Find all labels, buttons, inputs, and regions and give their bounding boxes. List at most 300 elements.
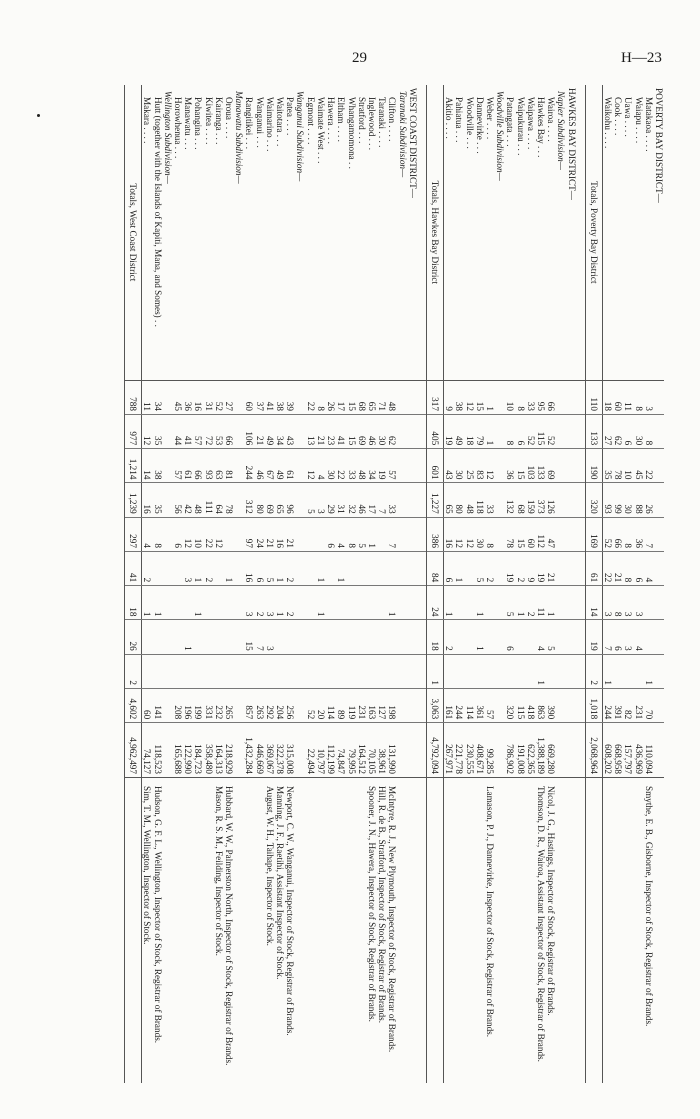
value-cell: 18 — [464, 414, 474, 448]
value-cell — [566, 688, 576, 722]
value-cell: 6 — [515, 414, 525, 448]
county-cell: Hutt (together with the Islands of Kapiti, Mana, and Somes) . . — [152, 85, 162, 380]
value-cell: 20 — [316, 688, 326, 722]
sheep-total-cell: 358,480 — [203, 723, 213, 778]
county-cell: Manawatu Subdivision— — [234, 85, 244, 380]
value-cell: 46 — [367, 414, 377, 448]
value-cell: 26 — [644, 483, 654, 517]
value-cell: 45 — [633, 449, 643, 483]
value-cell — [418, 620, 427, 654]
value-cell: 7 — [644, 517, 654, 551]
value-cell: 12 — [306, 449, 316, 483]
value-cell: 12 — [454, 517, 464, 551]
sheep-total-cell — [234, 723, 244, 778]
value-cell: 19 — [377, 449, 387, 483]
value-cell — [346, 586, 356, 620]
value-cell — [193, 620, 203, 654]
value-cell: 19 — [536, 551, 546, 585]
value-cell: 80 — [454, 483, 464, 517]
value-cell: 1 — [485, 380, 495, 414]
value-cell: 2 — [142, 551, 153, 585]
county-cell: Taranaki Subdivision— — [397, 85, 407, 380]
value-cell: 45 — [173, 380, 183, 414]
value-cell: 22 — [306, 380, 316, 414]
inspector-cell — [495, 777, 505, 1083]
document-reference: H—23 — [621, 50, 662, 66]
value-cell: 33 — [346, 449, 356, 483]
value-cell — [173, 620, 183, 654]
value-cell: 1 — [454, 551, 464, 585]
value-cell — [623, 654, 633, 688]
value-cell — [408, 654, 418, 688]
value-cell: 56 — [173, 483, 183, 517]
value-cell: 15 — [346, 380, 356, 414]
table-row — [193, 85, 203, 1083]
table-row — [454, 85, 464, 1083]
county-cell: Dannevirke . . . — [475, 85, 485, 380]
sheep-total-cell: 74,847 — [336, 723, 346, 778]
value-cell: 57 — [387, 449, 397, 483]
value-cell: 7 — [387, 517, 397, 551]
sheep-total-cell — [654, 723, 664, 778]
inspector-cell — [556, 777, 566, 1083]
subdivision-heading-row — [397, 85, 407, 1083]
value-cell: 1,018 — [585, 688, 602, 722]
inspector-cell — [125, 777, 142, 1083]
value-cell — [644, 620, 654, 654]
value-cell: 1 — [336, 551, 346, 585]
value-cell: 169 — [585, 517, 602, 551]
value-cell — [443, 654, 454, 688]
value-cell: 52 — [546, 414, 556, 448]
value-cell: 361 — [475, 688, 485, 722]
page-number: 29 — [352, 50, 367, 66]
value-cell — [234, 620, 244, 654]
sheep-total-cell: 184,723 — [193, 723, 203, 778]
sheep-total-cell: 4,792,094 — [426, 723, 443, 778]
value-cell: 2 — [125, 654, 142, 688]
value-cell — [577, 414, 586, 448]
value-cell — [224, 654, 234, 688]
sheep-total-cell: 608,202 — [602, 723, 613, 778]
sheep-total-cell: 669,280 — [546, 723, 556, 778]
value-cell: 4 — [316, 449, 326, 483]
value-cell: 33 — [485, 483, 495, 517]
value-cell: 601 — [426, 449, 443, 483]
county-cell: Kairanga . . . — [214, 85, 224, 380]
value-cell: 89 — [336, 688, 346, 722]
value-cell — [367, 620, 377, 654]
value-cell: 11 — [536, 586, 546, 620]
value-cell — [556, 380, 566, 414]
value-cell: 977 — [125, 414, 142, 448]
inspector-cell — [613, 777, 623, 1083]
value-cell: 1 — [536, 654, 546, 688]
table-row — [536, 85, 546, 1083]
value-cell — [418, 688, 427, 722]
inspector-cell — [408, 777, 418, 1083]
sheep-total-cell — [577, 723, 586, 778]
value-cell: 256 — [285, 688, 295, 722]
value-cell: 24 — [254, 517, 264, 551]
value-cell: 320 — [505, 688, 515, 722]
table-row — [306, 85, 316, 1083]
inspector-cell — [163, 777, 173, 1083]
value-cell: 57 — [193, 414, 203, 448]
value-cell: 1 — [644, 654, 654, 688]
value-cell — [295, 414, 305, 448]
value-cell — [254, 654, 264, 688]
value-cell — [633, 654, 643, 688]
value-cell: 22 — [203, 517, 213, 551]
value-cell — [275, 654, 285, 688]
value-cell — [295, 449, 305, 483]
value-cell: 12 — [464, 517, 474, 551]
sheep-total-cell: 446,669 — [254, 723, 264, 778]
value-cell — [295, 380, 305, 414]
value-cell: 106 — [244, 414, 254, 448]
value-cell — [326, 654, 336, 688]
value-cell — [163, 586, 173, 620]
value-cell — [577, 449, 586, 483]
value-cell — [234, 654, 244, 688]
value-cell — [234, 414, 244, 448]
value-cell: 46 — [357, 483, 367, 517]
value-cell: 27 — [224, 380, 234, 414]
table-row — [464, 85, 474, 1083]
value-cell — [295, 517, 305, 551]
value-cell — [387, 620, 397, 654]
county-cell: Pahiatua . . . — [454, 85, 464, 380]
value-cell: 81 — [224, 449, 234, 483]
value-cell — [577, 688, 586, 722]
value-cell: 66 — [224, 414, 234, 448]
value-cell — [485, 586, 495, 620]
value-cell: 3 — [623, 620, 633, 654]
value-cell: 60 — [244, 380, 254, 414]
inspector-cell — [295, 777, 305, 1083]
value-cell — [295, 654, 305, 688]
sheep-total-cell: 38,961 — [377, 723, 387, 778]
value-cell — [203, 620, 213, 654]
value-cell — [397, 380, 407, 414]
value-cell — [566, 449, 576, 483]
inspector-cell — [316, 777, 326, 1083]
county-cell: Waimarino . . . — [265, 85, 275, 380]
table-row — [613, 85, 623, 1083]
value-cell: 67 — [265, 449, 275, 483]
value-cell — [306, 586, 316, 620]
value-cell: 141 — [152, 688, 162, 722]
value-cell — [546, 654, 556, 688]
value-cell — [203, 586, 213, 620]
value-cell — [214, 551, 224, 585]
value-cell: 3 — [183, 551, 193, 585]
value-cell: 390 — [546, 688, 556, 722]
value-cell: 66 — [546, 380, 556, 414]
value-cell: 6 — [326, 517, 336, 551]
value-cell: 3 — [244, 586, 254, 620]
value-cell: 3 — [623, 586, 633, 620]
value-cell: 4 — [336, 517, 346, 551]
value-cell — [556, 620, 566, 654]
value-cell: 1 — [485, 414, 495, 448]
value-cell: 65 — [443, 483, 454, 517]
county-cell: Hawera . . . . — [326, 85, 336, 380]
value-cell — [408, 449, 418, 483]
value-cell — [397, 688, 407, 722]
value-cell: 63 — [214, 449, 224, 483]
value-cell: 17 — [336, 380, 346, 414]
value-cell — [526, 654, 536, 688]
value-cell — [556, 586, 566, 620]
table-row — [443, 85, 454, 1083]
value-cell: 79 — [475, 414, 485, 448]
sheep-total-cell: 668,958 — [613, 723, 623, 778]
value-cell: 15 — [346, 414, 356, 448]
value-cell — [495, 517, 505, 551]
sheep-total-cell: 436,969 — [633, 723, 643, 778]
value-cell: 15 — [244, 620, 254, 654]
inspector-cell — [336, 777, 346, 1083]
value-cell: 244 — [244, 449, 254, 483]
value-cell: 2 — [526, 586, 536, 620]
value-cell — [613, 654, 623, 688]
value-cell — [577, 517, 586, 551]
value-cell: 1 — [515, 586, 525, 620]
rotated-table-container — [34, 85, 664, 1083]
value-cell: 61 — [585, 551, 602, 585]
inspector-cell — [397, 777, 407, 1083]
value-cell: 1 — [475, 586, 485, 620]
value-cell — [495, 449, 505, 483]
value-cell: 37 — [254, 380, 264, 414]
inspector-cell — [475, 777, 485, 1083]
value-cell: 15 — [475, 380, 485, 414]
value-cell: 5 — [475, 551, 485, 585]
value-cell — [346, 551, 356, 585]
sheep-total-cell: 230,555 — [464, 723, 474, 778]
value-cell: 64 — [214, 483, 224, 517]
value-cell: 78 — [505, 517, 515, 551]
county-cell: POVERTY BAY DISTRICT— — [654, 85, 664, 380]
county-cell: Waimate West . . . — [316, 85, 326, 380]
inspector-cell — [326, 777, 336, 1083]
value-cell: 43 — [443, 449, 454, 483]
value-cell: 14 — [585, 586, 602, 620]
value-cell: 2 — [443, 620, 454, 654]
value-cell — [408, 517, 418, 551]
value-cell: 1 — [183, 620, 193, 654]
value-cell: 12 — [183, 517, 193, 551]
value-cell: 8 — [485, 517, 495, 551]
value-cell: 22 — [602, 551, 613, 585]
value-cell: 297 — [125, 517, 142, 551]
value-cell — [387, 654, 397, 688]
value-cell: 65 — [275, 483, 285, 517]
value-cell: 15 — [515, 449, 525, 483]
value-cell: 1 — [475, 620, 485, 654]
value-cell — [485, 620, 495, 654]
value-cell — [454, 620, 464, 654]
value-cell: 26 — [125, 620, 142, 654]
value-cell — [367, 551, 377, 585]
value-cell: 99 — [613, 483, 623, 517]
county-cell: HAWKES BAY DISTRICT— — [566, 85, 576, 380]
sheep-total-cell: 164,313 — [214, 723, 224, 778]
value-cell: 8 — [623, 551, 633, 585]
county-cell: Waipawa . . . . — [526, 85, 536, 380]
county-cell: Totals, West Coast District — [125, 85, 142, 380]
value-cell — [142, 620, 153, 654]
value-cell: 68 — [357, 380, 367, 414]
value-cell: 133 — [536, 449, 546, 483]
inspector-cell — [193, 777, 203, 1083]
value-cell: 190 — [585, 449, 602, 483]
county-cell: Stratford . . . — [357, 85, 367, 380]
value-cell: 8 — [346, 517, 356, 551]
value-cell: 14 — [142, 449, 153, 483]
value-cell: 66 — [613, 517, 623, 551]
value-cell — [397, 449, 407, 483]
value-cell — [556, 551, 566, 585]
inspector-cell — [623, 777, 633, 1083]
table-row — [214, 85, 224, 1083]
value-cell: 204 — [275, 688, 285, 722]
value-cell — [234, 551, 244, 585]
spacer-row — [418, 85, 427, 1083]
value-cell: 5 — [306, 483, 316, 517]
county-cell — [418, 85, 427, 380]
value-cell — [367, 586, 377, 620]
district-heading-row — [566, 85, 576, 1083]
value-cell: 3 — [265, 586, 275, 620]
value-cell: 84 — [426, 551, 443, 585]
value-cell: 2 — [485, 551, 495, 585]
county-cell: Wanganui Subdivision— — [295, 85, 305, 380]
value-cell: 97 — [244, 517, 254, 551]
value-cell: 17 — [367, 483, 377, 517]
inspector-cell: Hill, R. de B., Stratford, Inspector of Stock, Registrar of Brands. — [377, 785, 388, 1024]
value-cell: 115 — [536, 414, 546, 448]
value-cell: 88 — [633, 483, 643, 517]
sheep-total-cell: 191,008 — [515, 723, 525, 778]
value-cell: 1 — [275, 586, 285, 620]
value-cell: 1 — [224, 551, 234, 585]
table-row — [254, 85, 264, 1083]
inspector-cell — [654, 777, 664, 1083]
value-cell — [163, 620, 173, 654]
value-cell: 42 — [183, 483, 193, 517]
value-cell — [556, 483, 566, 517]
value-cell: 93 — [203, 449, 213, 483]
county-cell: Oroua . . . . — [224, 85, 234, 380]
spacer-row — [577, 85, 586, 1083]
value-cell — [397, 551, 407, 585]
value-cell: 36 — [183, 380, 193, 414]
sheep-total-cell: 1,388,189 — [536, 723, 546, 778]
table-row — [602, 85, 613, 1083]
county-cell: Woodville . . . — [464, 85, 474, 380]
value-cell: 48 — [193, 483, 203, 517]
value-cell: 31 — [336, 483, 346, 517]
value-cell: 93 — [602, 483, 613, 517]
inspector-cell — [602, 777, 613, 1083]
sheep-total-cell: 4,962,497 — [125, 723, 142, 778]
inspector-cell — [254, 777, 264, 1083]
value-cell: 6 — [505, 620, 515, 654]
sheep-total-cell — [163, 723, 173, 778]
value-cell: 60 — [613, 380, 623, 414]
table-body — [125, 85, 664, 1083]
value-cell: 49 — [275, 449, 285, 483]
county-cell: Whangamomona . . — [346, 85, 356, 380]
value-cell — [295, 551, 305, 585]
value-cell: 44 — [173, 414, 183, 448]
district-heading-row — [654, 85, 664, 1083]
value-cell: 391 — [613, 688, 623, 722]
inspector-cell — [426, 777, 443, 1083]
value-cell: 320 — [585, 483, 602, 517]
value-cell — [397, 517, 407, 551]
county-cell: Horowhenua . . . — [173, 85, 183, 380]
sheep-total-cell — [397, 723, 407, 778]
value-cell: 35 — [152, 483, 162, 517]
value-cell: 33 — [526, 380, 536, 414]
value-cell — [418, 449, 427, 483]
county-cell: Inglewood . . . — [367, 85, 377, 380]
value-cell — [495, 620, 505, 654]
value-cell — [397, 483, 407, 517]
value-cell: 7 — [254, 620, 264, 654]
value-cell: 96 — [285, 483, 295, 517]
sheep-total-cell: 79,995 — [346, 723, 356, 778]
sheep-total-cell: 218,929 — [224, 723, 234, 778]
value-cell: 198 — [387, 688, 397, 722]
value-cell — [193, 654, 203, 688]
county-cell: Kiwitea . . . . — [203, 85, 213, 380]
county-cell: Eltham . . . . — [336, 85, 346, 380]
table-row — [244, 85, 254, 1083]
value-cell — [244, 654, 254, 688]
value-cell — [654, 380, 664, 414]
value-cell — [654, 414, 664, 448]
value-cell: 36 — [505, 449, 515, 483]
value-cell — [295, 620, 305, 654]
inspector-cell — [183, 777, 193, 1083]
value-cell: 5 — [546, 620, 556, 654]
county-cell: Patea . . . . — [285, 85, 295, 380]
county-cell: Napier Subdivision— — [556, 85, 566, 380]
sheep-total-cell: 122,990 — [183, 723, 193, 778]
value-cell: 11 — [623, 380, 633, 414]
inspector-cell: Lamason, P. J., Dannevirke, Inspector of Stock, Registrar of Brands. — [484, 785, 495, 1038]
sheep-total-cell — [556, 723, 566, 778]
value-cell: 29 — [326, 483, 336, 517]
value-cell: 22 — [644, 449, 654, 483]
value-cell — [224, 620, 234, 654]
value-cell — [397, 414, 407, 448]
table-row — [346, 85, 356, 1083]
inspector-cell — [585, 777, 602, 1083]
inspector-cell — [203, 777, 213, 1083]
sheep-total-cell: 110,094 — [644, 723, 654, 778]
value-cell — [654, 551, 664, 585]
value-cell: 9 — [443, 380, 454, 414]
value-cell — [295, 483, 305, 517]
sheep-total-cell: 408,671 — [475, 723, 485, 778]
value-cell: 5 — [505, 586, 515, 620]
